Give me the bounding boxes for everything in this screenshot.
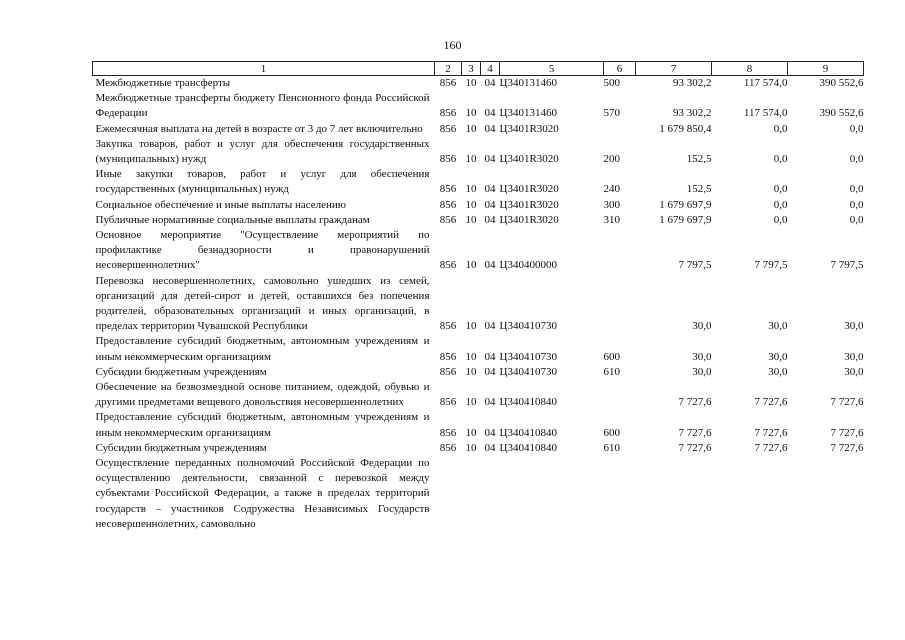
row-subsection: 04 <box>484 426 496 439</box>
row-amount-col9: 0,0 <box>849 183 864 196</box>
row-section: 10 <box>465 153 477 166</box>
row-target-article: Ц340410840 <box>499 441 557 454</box>
row-subsection: 04 <box>484 183 496 196</box>
row-amount-col9 <box>788 456 864 532</box>
row-amount-col9: 30,0 <box>844 365 864 378</box>
row-section: 10 <box>465 350 477 363</box>
row-section: 10 <box>465 198 477 211</box>
table-body <box>93 76 864 533</box>
row-name: Социальное обеспечение и иные выплаты населению <box>95 198 347 211</box>
row-amount-col8: 7 797,5 <box>754 259 788 272</box>
table-row <box>93 228 864 274</box>
table-row <box>93 365 864 380</box>
row-amount-col9: 30,0 <box>844 350 864 363</box>
table-row <box>93 334 864 364</box>
row-amount-col8: 7 727,6 <box>754 441 788 454</box>
row-grbs: 856 <box>439 198 457 211</box>
column-header-7: 7 <box>636 62 712 76</box>
row-amount-col7: 152,5 <box>686 183 712 196</box>
row-target-article: Ц3401R3020 <box>499 198 559 211</box>
column-header-8: 8 <box>712 62 788 76</box>
row-subsection: 04 <box>484 198 496 211</box>
row-section: 10 <box>465 77 477 89</box>
row-target-article: Ц340410730 <box>499 320 557 333</box>
row-amount-col7: 93 302,2 <box>673 107 712 120</box>
row-grbs: 856 <box>439 153 457 166</box>
row-name: Иные закупки товаров, работ и услуг для обеспечения государственных (муниципальных) нужд <box>95 168 430 196</box>
column-header-2: 2 <box>435 62 462 76</box>
row-amount-col8: 7 727,6 <box>754 396 788 409</box>
row-grbs: 856 <box>439 77 457 89</box>
row-amount-col8: 117 574,0 <box>743 107 788 120</box>
row-section: 10 <box>465 320 477 333</box>
row-expense-type <box>604 380 636 410</box>
row-name: Предоставление субсидий бюджетным, автономным учреждениям и иным некоммерческим организациям <box>95 335 430 363</box>
row-name: Основное мероприятие "Осуществление мероприятий по профилактике безнадзорности и правонарушений несовершеннолетних" <box>95 229 430 272</box>
row-name: Предоставление субсидий бюджетным, автономным учреждениям и иным некоммерческим организациям <box>95 411 430 439</box>
row-expense-type: 610 <box>603 441 620 454</box>
row-amount-col7: 30,0 <box>692 365 712 378</box>
row-subsection: 04 <box>484 153 496 166</box>
row-name: Субсидии бюджетным учреждениям <box>95 365 267 378</box>
row-expense-type: 200 <box>603 153 620 166</box>
row-target-article: Ц340410840 <box>499 426 557 439</box>
row-section: 10 <box>465 213 477 226</box>
row-target-article: Ц3401R3020 <box>499 183 559 196</box>
row-expense-type: 310 <box>603 213 620 226</box>
row-grbs: 856 <box>439 122 457 135</box>
row-section: 10 <box>465 426 477 439</box>
row-name: Межбюджетные трансферты бюджету Пенсионного фонда Российской Федерации <box>95 92 430 120</box>
table-row <box>93 91 864 121</box>
row-target-article <box>500 456 604 532</box>
row-target-article: Ц340410730 <box>499 365 557 378</box>
row-grbs: 856 <box>439 426 457 439</box>
table-row <box>93 441 864 456</box>
table-row <box>93 410 864 440</box>
row-amount-col7: 7 727,6 <box>678 426 712 439</box>
row-amount-col7: 7 797,5 <box>678 259 712 272</box>
row-grbs: 856 <box>439 350 457 363</box>
row-subsection: 04 <box>484 365 496 378</box>
row-amount-col8: 30,0 <box>768 350 788 363</box>
row-expense-type: 610 <box>603 365 620 378</box>
row-amount-col7: 30,0 <box>692 350 712 363</box>
row-section: 10 <box>465 365 477 378</box>
row-amount-col7: 1 679 697,9 <box>659 213 712 226</box>
row-grbs: 856 <box>439 365 457 378</box>
row-grbs: 856 <box>439 259 457 272</box>
row-section: 10 <box>465 396 477 409</box>
column-header-4: 4 <box>481 62 500 76</box>
row-target-article: Ц3401R3020 <box>499 122 559 135</box>
row-subsection <box>481 456 500 532</box>
page-number: 160 <box>443 38 462 52</box>
row-section: 10 <box>465 183 477 196</box>
row-amount-col7: 1 679 850,4 <box>659 122 712 135</box>
row-amount-col8: 0,0 <box>773 122 788 135</box>
row-grbs: 856 <box>439 396 457 409</box>
column-header-5: 5 <box>500 62 604 76</box>
row-amount-col7: 1 679 697,9 <box>659 198 712 211</box>
table-row <box>93 167 864 197</box>
table-row <box>93 213 864 228</box>
row-name: Субсидии бюджетным учреждениям <box>95 441 267 454</box>
row-amount-col7: 30,0 <box>692 320 712 333</box>
row-amount-col7: 152,5 <box>686 153 712 166</box>
table-row <box>93 380 864 410</box>
row-amount-col8 <box>712 456 788 532</box>
row-amount-col8: 117 574,0 <box>743 77 788 89</box>
row-amount-col9: 390 552,6 <box>819 107 864 120</box>
row-amount-col9: 0,0 <box>849 153 864 166</box>
row-amount-col8: 30,0 <box>768 365 788 378</box>
row-subsection: 04 <box>484 441 496 454</box>
row-name: Ежемесячная выплата на детей в возрасте от 3 до 7 лет включительно <box>95 122 423 135</box>
row-section: 10 <box>465 441 477 454</box>
row-section: 10 <box>465 107 477 120</box>
row-amount-col9: 7 797,5 <box>830 259 864 272</box>
row-amount-col9: 7 727,6 <box>830 396 864 409</box>
row-section: 10 <box>465 122 477 135</box>
row-expense-type: 570 <box>603 107 620 120</box>
row-amount-col8: 0,0 <box>773 153 788 166</box>
row-amount-col9: 0,0 <box>849 198 864 211</box>
row-name: Закупка товаров, работ и услуг для обеспечения государственных (муниципальных) нужд <box>95 137 430 166</box>
row-expense-type <box>604 274 636 335</box>
row-name: Осуществление переданных полномочий Российской Федерации по осуществлению деятельности, связанной с перевозкой между субъектами Российской Федерации, а также в пределах территорий государств – участников Содружества Независимых Государств несовершеннолетних, самовольно <box>95 457 430 530</box>
table-row <box>93 76 864 92</box>
header-row <box>93 62 864 76</box>
row-amount-col8: 0,0 <box>773 198 788 211</box>
row-grbs: 856 <box>439 320 457 333</box>
row-amount-col9: 0,0 <box>849 122 864 135</box>
row-target-article: Ц340400000 <box>499 259 557 272</box>
row-subsection: 04 <box>484 350 496 363</box>
row-subsection: 04 <box>484 77 496 89</box>
row-amount-col7: 7 727,6 <box>678 396 712 409</box>
budget-table <box>92 61 864 532</box>
row-amount-col8: 0,0 <box>773 183 788 196</box>
row-expense-type <box>604 456 636 532</box>
row-grbs <box>435 456 462 532</box>
row-amount-col8: 7 727,6 <box>754 426 788 439</box>
row-target-article: Ц340131460 <box>499 77 557 89</box>
row-subsection: 04 <box>484 259 496 272</box>
row-amount-col9: 30,0 <box>844 320 864 333</box>
row-amount-col8: 30,0 <box>768 320 788 333</box>
row-name: Перевозка несовершеннолетних, самовольно ушедших из семей, организаций для детей-сирот и детей, оставшихся без попечения родителей, образовательных организаций и иных организаций, в пределах территории Чувашской Республики <box>95 274 430 333</box>
column-header-9: 9 <box>788 62 864 76</box>
row-expense-type: 300 <box>603 198 620 211</box>
column-header-1: 1 <box>93 62 435 76</box>
row-name: Межбюджетные трансферты <box>95 77 231 89</box>
row-subsection: 04 <box>484 213 496 226</box>
row-target-article: Ц3401R3020 <box>499 153 559 166</box>
row-name: Публичные нормативные социальные выплаты гражданам <box>95 213 370 226</box>
row-grbs: 856 <box>439 441 457 454</box>
row-subsection: 04 <box>484 122 496 135</box>
table-row <box>93 137 864 167</box>
table-row <box>93 456 864 532</box>
row-expense-type <box>604 122 636 137</box>
row-subsection: 04 <box>484 320 496 333</box>
row-target-article: Ц340410730 <box>499 350 557 363</box>
row-amount-col7: 7 727,6 <box>678 441 712 454</box>
table-row <box>93 274 864 335</box>
row-section: 10 <box>465 259 477 272</box>
column-header-3: 3 <box>462 62 481 76</box>
row-grbs: 856 <box>439 107 457 120</box>
row-subsection: 04 <box>484 107 496 120</box>
row-expense-type: 240 <box>603 183 620 196</box>
row-expense-type: 600 <box>603 350 620 363</box>
row-amount-col9: 0,0 <box>849 213 864 226</box>
row-section <box>462 456 481 532</box>
row-grbs: 856 <box>439 183 457 196</box>
table-row <box>93 122 864 137</box>
row-amount-col8: 0,0 <box>773 213 788 226</box>
row-amount-col7 <box>636 456 712 532</box>
row-grbs: 856 <box>439 213 457 226</box>
row-amount-col9: 7 727,6 <box>830 426 864 439</box>
row-name: Обеспечение на безвозмездной основе питанием, одеждой, обувью и другими предметами вещевого довольствия несовершеннолетних <box>95 381 430 409</box>
row-target-article: Ц3401R3020 <box>499 213 559 226</box>
row-amount-col7: 93 302,2 <box>673 77 712 89</box>
row-expense-type: 600 <box>603 426 620 439</box>
row-target-article: Ц340131460 <box>499 107 557 120</box>
row-target-article: Ц340410840 <box>499 396 557 409</box>
row-expense-type <box>604 228 636 274</box>
row-expense-type: 500 <box>603 77 620 89</box>
row-amount-col9: 390 552,6 <box>819 77 864 89</box>
column-header-6: 6 <box>604 62 636 76</box>
row-amount-col9: 7 727,6 <box>830 441 864 454</box>
row-subsection: 04 <box>484 396 496 409</box>
table-row <box>93 198 864 213</box>
